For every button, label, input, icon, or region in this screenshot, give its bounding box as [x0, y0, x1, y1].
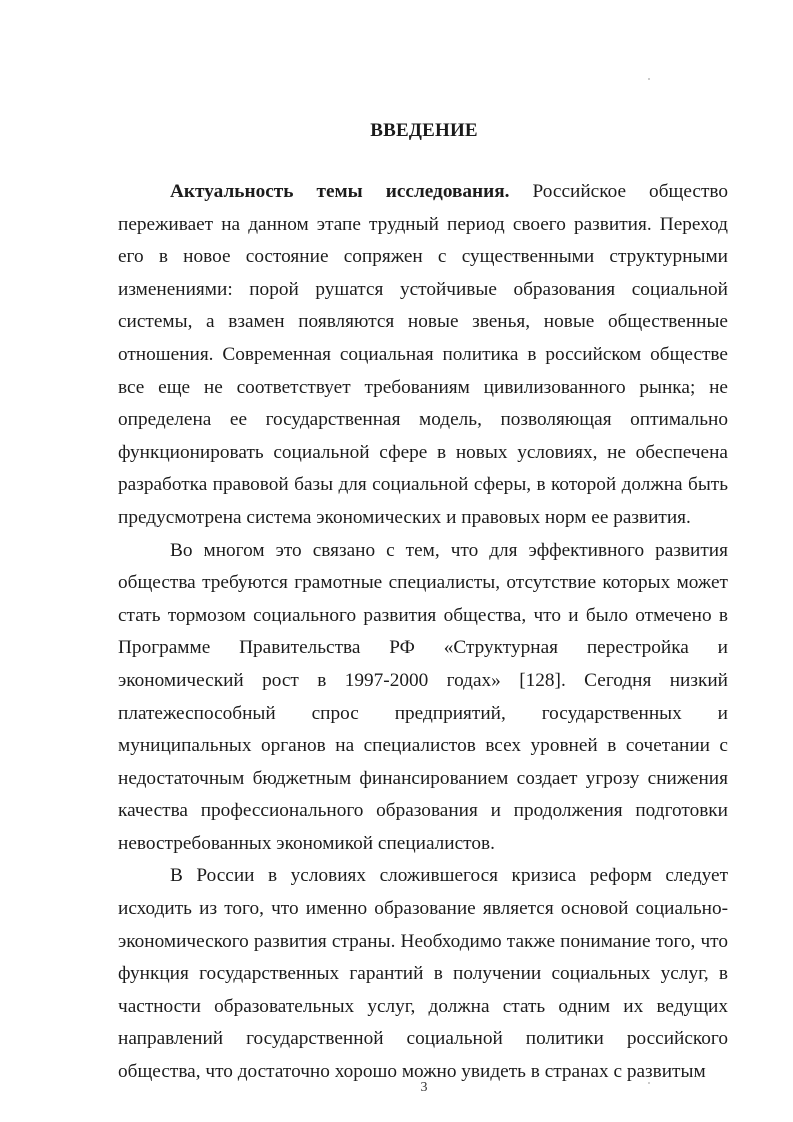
paragraph-education: В России в условиях сложившегося кризиса реформ следует исходить из того, что именно образование является основой социально-экономического развития страны. Необходимо также понимание того, что функция государственных гарантий в получении социальных услуг, в частности образовательных услуг, должна стать одним их ведущих направлений государственной социальной политики российского общества, что достаточно хорошо можно увидеть в странах с развитым	[118, 865, 728, 1083]
scan-speck	[648, 78, 650, 80]
page-title: ВВЕДЕНИЕ	[370, 120, 478, 141]
paragraph-relevance	[118, 176, 728, 535]
scan-speck	[648, 1082, 650, 1084]
paragraph-text: Российское общество переживает на данном этапе трудный период своего развития. Переход его в новое состояние сопряжен с существенными структурными изменениями: порой рушатся устойчивые образования социальной системы, а взамен появляются новые звенья, новые общественные отношения. Современная социальная политика в российском обществе все еще не соответствует требованиям цивилизованного рынка; не определена ее государственная модель, позволяющая оптимально функционировать социальной сфере в новых условиях, не обеспечена разработка правовой базы для социальной сферы, в которой должна быть предусмотрена система экономических и правовых норм ее развития.	[118, 181, 728, 528]
body-text	[118, 176, 728, 1089]
paragraph-specialists: Во многом это связано с тем, что для эффективного развития общества требуются грамотные специалисты, отсутствие которых может стать тормозом социального развития общества, что и было отмечено в Программе Правительства РФ «Структурная перестройка и экономический рост в 1997-2000 годах» [128]. Сегодня низкий платежеспособный спрос предприятий, государственных и муниципальных органов на специалистов всех уровней в сочетании с недостаточным бюджетным финансированием создает угрозу снижения качества профессионального образования и продолжения подготовки невостребованных экономикой специалистов.	[118, 539, 728, 854]
page-number: 3	[420, 1080, 428, 1095]
paragraph-lead: Актуальность темы исследования.	[170, 181, 510, 202]
